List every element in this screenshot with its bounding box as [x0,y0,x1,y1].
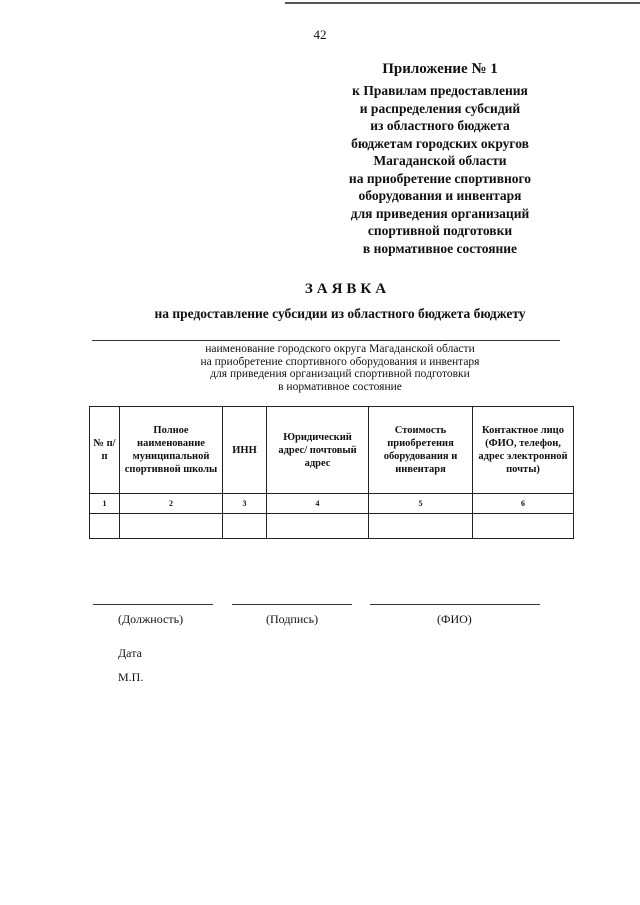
signature-label: (Подпись) [266,612,319,626]
appendix-line: Магаданской области [373,153,507,168]
header-contact: Контактное лицо (ФИО, телефон, адрес электронной почты) [478,425,568,475]
column-number: 5 [418,499,423,508]
request-table [89,406,574,539]
appendix-title: Приложение № 1 [382,61,498,77]
caption-line: на приобретение спортивного оборудования и инвентаря [200,355,480,368]
column-number: 6 [521,499,525,508]
column-number: 1 [102,499,107,508]
header-cost: Стоимость приобретения оборудования и инвентаря [383,425,458,475]
table-row-divider [90,513,573,514]
page-number: 42 [313,27,327,42]
appendix-line: к Правилам предоставления [352,83,528,98]
header-address: Юридический адрес/ почтовый адрес [278,431,357,469]
appendix-line: из областного бюджета [370,118,510,133]
appendix-line: и распределения субсидий [359,100,521,116]
request-title: ЗАЯВКА [304,281,391,297]
full-name-label: (ФИО) [437,612,472,626]
appendix-line: для приведения организаций [350,205,530,221]
appendix-block [320,60,560,257]
appendix-line: оборудования и инвентаря [358,188,522,203]
municipality-name-caption [90,343,590,393]
column-number: 2 [169,499,173,508]
request-subtitle: на предоставление субсидии из областного бюджета бюджету [154,306,526,321]
column-number: 4 [315,499,320,508]
column-number: 3 [242,499,247,508]
appendix-line: на приобретение спортивного [348,170,532,186]
header-inn: ИНН [232,444,257,456]
seal-label: М.П. [118,670,144,684]
top-edge-rule [285,2,640,4]
municipality-name-line [92,340,560,341]
header-school-name: Полное наименование муниципальной спортивной школы [124,425,218,475]
signature-line [232,604,352,605]
date-label: Дата [118,646,142,660]
position-label: (Должность) [118,612,184,626]
appendix-line: спортивной подготовки [367,223,513,238]
full-name-line [370,604,540,605]
appendix-line: бюджетам городских округов [351,135,529,151]
caption-line: наименование городского округа Магаданской области [205,343,475,355]
caption-line: в нормативное состояние [278,380,402,393]
header-number: № п/п [93,438,116,462]
position-signature-line [93,604,213,605]
caption-line: для приведения организаций спортивной подготовки [210,368,470,380]
appendix-line: в нормативное состояние [362,240,518,256]
